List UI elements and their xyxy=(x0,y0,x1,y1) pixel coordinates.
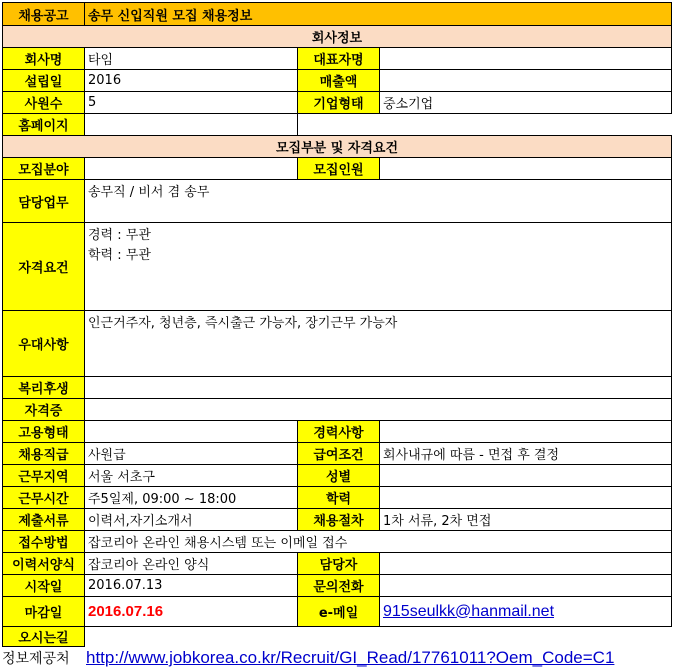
employment-type-label: 고용형태 xyxy=(3,421,85,443)
founded-label: 설립일 xyxy=(3,70,85,92)
contact-person-label: 담당자 xyxy=(298,553,380,575)
employees-label: 사원수 xyxy=(3,92,85,114)
qualification-education: 학력 : 무관 xyxy=(88,248,151,263)
directions-value xyxy=(85,627,672,647)
license-label: 자격증 xyxy=(3,399,85,421)
email-label: e-메일 xyxy=(298,597,380,627)
process-label: 채용절차 xyxy=(298,509,380,531)
source-row xyxy=(2,646,673,670)
process-value: 1차 서류, 2차 면접 xyxy=(380,509,672,531)
company-name-label: 회사명 xyxy=(3,48,85,70)
email-link[interactable]: 915seulkk@hanmail.net xyxy=(383,602,555,620)
start-date-label: 시작일 xyxy=(3,575,85,597)
education-label: 학력 xyxy=(298,487,380,509)
headcount-label: 모집인원 xyxy=(298,158,380,180)
field-label: 모집분야 xyxy=(3,158,85,180)
hours-label: 근무시간 xyxy=(3,487,85,509)
start-date-value: 2016.07.13 xyxy=(85,575,298,597)
location-label: 근무지역 xyxy=(3,465,85,487)
company-section-title: 회사정보 xyxy=(3,26,672,48)
company-type-value: 중소기업 xyxy=(380,92,672,114)
apply-method-label: 접수방법 xyxy=(3,531,85,553)
gender-value xyxy=(380,465,672,487)
qualification-career: 경력 : 무관 xyxy=(88,228,151,243)
company-name: 타임 xyxy=(85,48,298,70)
phone-value xyxy=(380,575,672,597)
revenue-label: 매출액 xyxy=(298,70,380,92)
founded-value: 2016 xyxy=(85,70,298,92)
header-label: 채용공고 xyxy=(3,3,85,26)
phone-label: 문의전화 xyxy=(298,575,380,597)
deadline-value: 2016.07.16 xyxy=(88,603,164,620)
documents-label: 제출서류 xyxy=(3,509,85,531)
field-value xyxy=(85,158,298,180)
duty-label: 담당업무 xyxy=(3,180,85,223)
salary-label: 급여조건 xyxy=(298,443,380,465)
education-value xyxy=(380,487,672,509)
preference-value: 인근거주자, 청년층, 즉시출근 가능자, 장기근무 가능자 xyxy=(85,311,672,377)
resume-form-value: 잡코리아 온라인 양식 xyxy=(85,553,298,575)
header-row xyxy=(3,3,672,26)
resume-form-label: 이력서양식 xyxy=(3,553,85,575)
position-value: 사원급 xyxy=(85,443,298,465)
license-value xyxy=(85,399,672,421)
welfare-value xyxy=(85,377,672,399)
gender-label: 성별 xyxy=(298,465,380,487)
documents-value: 이력서,자기소개서 xyxy=(85,509,298,531)
apply-method-value: 잡코리아 온라인 채용시스템 또는 이메일 접수 xyxy=(85,531,672,553)
deadline-cell xyxy=(85,597,298,627)
company-type-label: 기업형태 xyxy=(298,92,380,114)
employees-value: 5 xyxy=(85,92,298,114)
job-posting-table xyxy=(2,2,672,647)
qualification-label: 자격요건 xyxy=(3,223,85,311)
ceo-label: 대표자명 xyxy=(298,48,380,70)
deadline-label: 마감일 xyxy=(3,597,85,627)
recruit-section-title: 모집부분 및 자격요건 xyxy=(3,136,672,158)
email-cell xyxy=(380,597,672,627)
homepage-label: 홈페이지 xyxy=(3,114,85,136)
headcount-value xyxy=(380,158,672,180)
posting-title: 송무 신입직원 모집 채용정보 xyxy=(85,3,672,26)
position-label: 채용직급 xyxy=(3,443,85,465)
career-label: 경력사항 xyxy=(298,421,380,443)
directions-label: 오시는길 xyxy=(3,627,85,647)
career-value xyxy=(380,421,672,443)
ceo-value xyxy=(380,48,672,70)
homepage-blank xyxy=(298,114,672,136)
salary-value: 회사내규에 따름 - 면접 후 결정 xyxy=(380,443,672,465)
source-label: 정보제공처 xyxy=(2,651,70,667)
preference-label: 우대사항 xyxy=(3,311,85,377)
revenue-value xyxy=(380,70,672,92)
location-value: 서울 서초구 xyxy=(85,465,298,487)
contact-person-value xyxy=(380,553,672,575)
employment-type-value xyxy=(85,421,298,443)
qualification-value xyxy=(85,223,672,311)
homepage-value xyxy=(85,114,298,136)
source-url-link[interactable]: http://www.jobkorea.co.kr/Recruit/GI_Read/17761011?Oem_Code=C1 xyxy=(86,648,615,667)
duty-value: 송무직 / 비서 겸 송무 xyxy=(85,180,672,223)
welfare-label: 복리후생 xyxy=(3,377,85,399)
hours-value: 주5일제, 09:00 ~ 18:00 xyxy=(85,487,298,509)
